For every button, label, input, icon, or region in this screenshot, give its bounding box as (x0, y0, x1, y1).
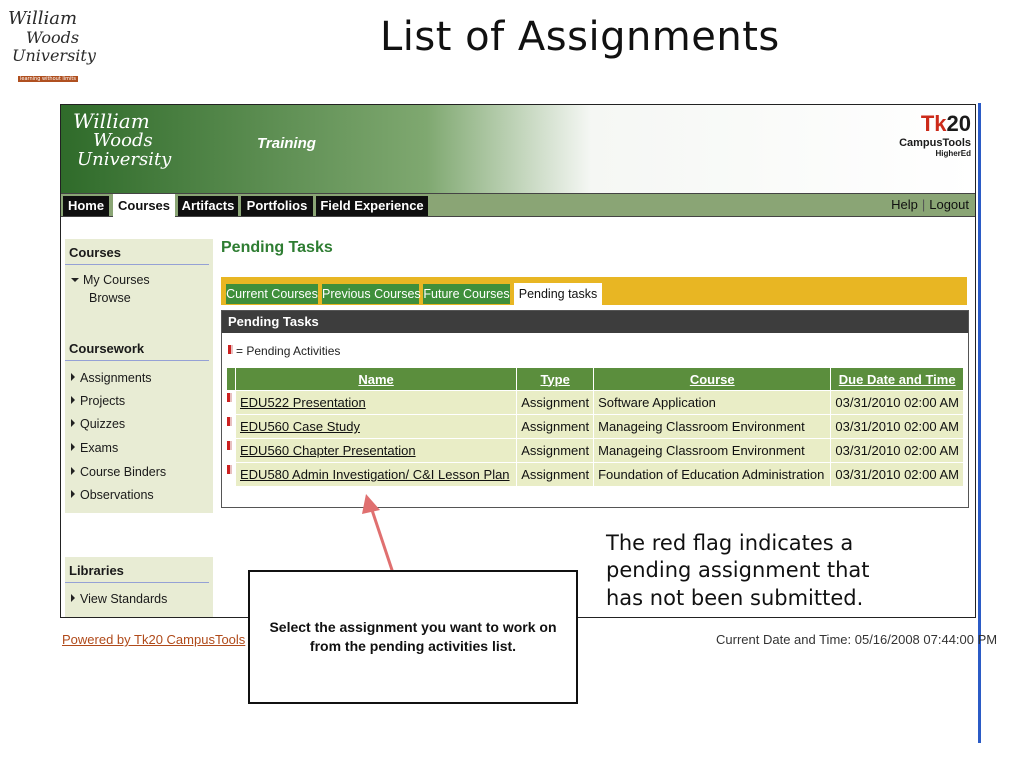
nav-tab-field-experience[interactable]: Field Experience (316, 196, 428, 216)
cell-course: Software Application (594, 391, 830, 414)
university-logo-line3: University (77, 148, 172, 170)
sidebar-item-label: View Standards (80, 592, 168, 606)
tab-pending-tasks[interactable]: Pending tasks (514, 283, 602, 305)
sidebar-item-label: My Courses (83, 273, 150, 287)
sidebar-item-label: Assignments (80, 371, 152, 385)
nav-tab-portfolios[interactable]: Portfolios (241, 196, 313, 216)
nav-tab-artifacts[interactable]: Artifacts (178, 196, 238, 216)
app-name: Training (257, 135, 316, 152)
assignment-link[interactable]: EDU580 Admin Investigation/ C&I Lesson Plan (240, 467, 510, 482)
column-header-name[interactable]: Name (236, 368, 516, 390)
page-title: Pending Tasks (221, 239, 333, 256)
slide-title: List of Assignments (380, 14, 780, 60)
cell-due: 03/31/2010 02:00 AM (831, 415, 963, 438)
tab-future-courses[interactable]: Future Courses (423, 284, 510, 304)
logout-link[interactable]: Logout (929, 197, 969, 212)
nav-tab-courses[interactable]: Courses (113, 194, 175, 217)
help-link[interactable]: Help (891, 197, 918, 212)
powered-by-link[interactable]: Powered by Tk20 CampusTools (62, 632, 246, 647)
cell-due: 03/31/2010 02:00 AM (831, 391, 963, 414)
sidebar-item-label: Quizzes (80, 417, 126, 431)
sidebar-item-browse[interactable]: Browse (89, 291, 131, 305)
sidebar-item-label: Observations (80, 488, 154, 502)
panel-title: Pending Tasks (222, 311, 968, 333)
column-header-due-date[interactable]: Due Date and Time (831, 368, 963, 390)
assignment-link[interactable]: EDU560 Chapter Presentation (240, 443, 416, 458)
cell-due: 03/31/2010 02:00 AM (831, 439, 963, 462)
sidebar-item-label: Exams (80, 441, 119, 455)
red-flag-note: The red flag indicates a pending assignment that has not been submitted. (606, 531, 870, 610)
tk20-logo-tk: Tk (920, 111, 947, 136)
column-header-type[interactable]: Type (517, 368, 593, 390)
slide-logo-line2: Woods (26, 28, 80, 47)
assignment-link[interactable]: EDU560 Case Study (240, 419, 360, 434)
sidebar-item-label: Course Binders (80, 465, 167, 479)
current-date-time: Current Date and Time: 05/16/2008 07:44:00 PM (716, 632, 998, 647)
slide-logo-line3: University (12, 46, 96, 65)
cell-type: Assignment (517, 439, 593, 462)
cell-type: Assignment (517, 391, 593, 414)
slide-logo-line1: William (8, 8, 78, 29)
slide-logo-tagline: learning without limits (20, 76, 76, 82)
flag-legend-label: = Pending Activities (236, 344, 341, 358)
column-header-course[interactable]: Course (594, 368, 830, 390)
sidebar-heading-courses: Courses (65, 239, 209, 265)
arrow-head-icon (362, 494, 380, 514)
cell-type: Assignment (517, 463, 593, 486)
sidebar-heading-coursework: Coursework (65, 335, 209, 361)
cell-course: Foundation of Education Administration (594, 463, 830, 486)
assignment-link[interactable]: EDU522 Presentation (240, 395, 366, 410)
tk20-logo-line2: HigherEd (935, 149, 971, 158)
tab-current-courses[interactable]: Current Courses (226, 284, 318, 304)
cell-course: Manageing Classroom Environment (594, 415, 830, 438)
university-logo-line1: William (73, 109, 150, 133)
nav-tab-home[interactable]: Home (63, 196, 109, 216)
tk20-logo-line1: CampusTools (899, 137, 971, 149)
tab-previous-courses[interactable]: Previous Courses (322, 284, 419, 304)
cell-type: Assignment (517, 415, 593, 438)
university-logo-line2: Woods (93, 130, 153, 151)
instruction-callout-text: Select the assignment you want to work on from the pending activities list. (269, 619, 557, 654)
sidebar-heading-libraries: Libraries (65, 557, 209, 583)
tk20-logo-num: 20 (946, 111, 971, 136)
sidebar-item-label: Projects (80, 394, 126, 408)
cell-course: Manageing Classroom Environment (594, 439, 830, 462)
instruction-callout (248, 570, 578, 704)
nav-separator: | (921, 197, 926, 212)
cell-due: 03/31/2010 02:00 AM (831, 463, 963, 486)
